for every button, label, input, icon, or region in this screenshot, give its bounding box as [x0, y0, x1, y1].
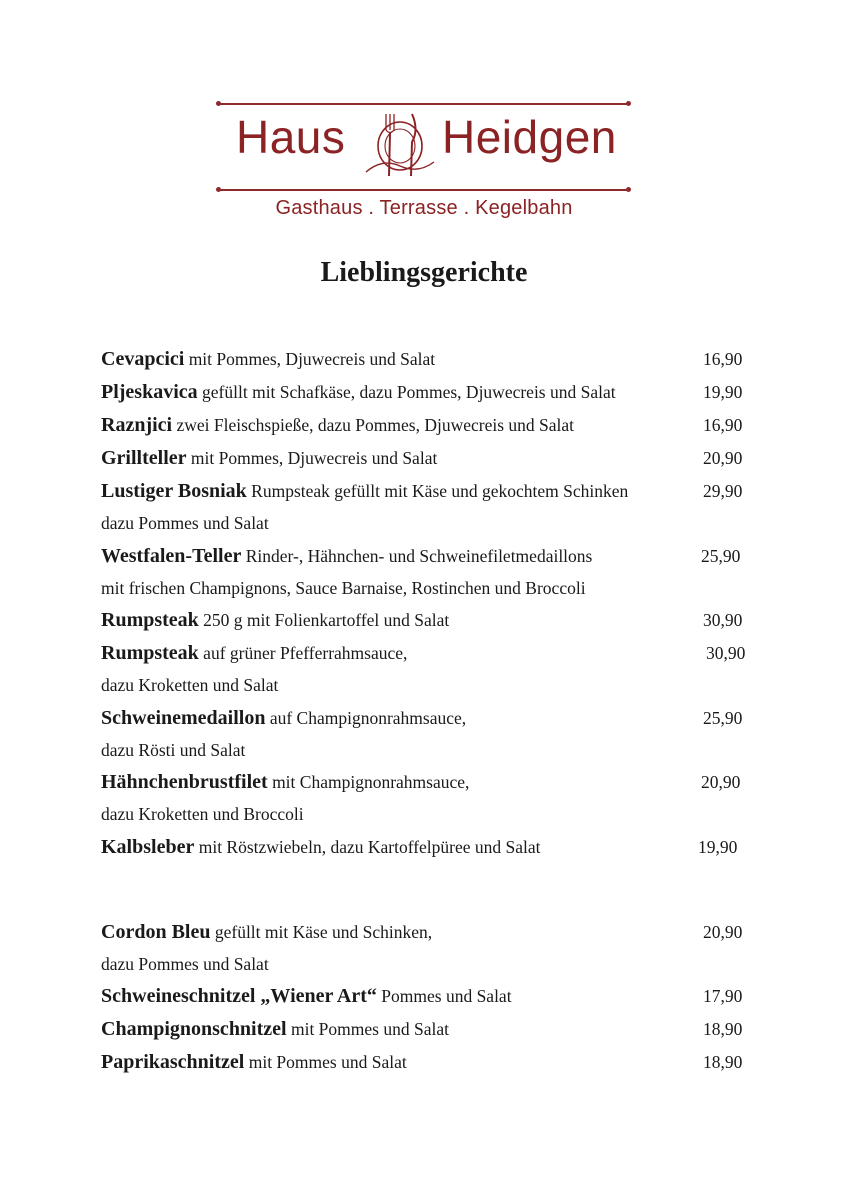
dish-price: 29,90	[703, 481, 743, 501]
dish-description-continued: dazu Rösti und Salat	[101, 739, 246, 760]
dish-description: Rumpsteak gefüllt mit Käse und gekochtem Schinken	[251, 481, 629, 501]
menu-item-line	[101, 442, 761, 475]
menu-group-schnitzel	[101, 916, 761, 1080]
menu-item-line	[101, 475, 761, 508]
dish-description-continued: dazu Kroketten und Broccoli	[101, 804, 304, 824]
logo-word-heidgen: Heidgen	[442, 111, 617, 163]
dish-price: 30,90	[703, 610, 743, 630]
menu-item	[101, 637, 761, 702]
menu-item-line	[101, 702, 761, 735]
dish-name: Champignonschnitzel	[101, 1018, 287, 1040]
dish-description: Rinder-, Hähnchen- und Schweinefiletmedaillons	[245, 545, 593, 566]
dish-name: Rumpsteak	[101, 609, 199, 631]
menu-item	[101, 409, 761, 442]
menu-item	[101, 475, 761, 540]
dish-price: 16,90	[703, 349, 743, 369]
menu-item	[101, 980, 761, 1013]
dish-price: 18,90	[703, 1019, 743, 1039]
menu-item-line	[101, 916, 761, 949]
dish-name: Grillteller	[101, 447, 187, 469]
menu-item	[101, 604, 761, 637]
restaurant-logo	[216, 96, 632, 226]
dish-description: Pommes und Salat	[381, 986, 512, 1006]
dish-name: Cordon Bleu	[101, 920, 211, 943]
dish-description: gefüllt mit Käse und Schinken,	[214, 921, 433, 942]
dish-description: mit Champignonrahmsauce,	[272, 772, 470, 792]
dish-description-continued: dazu Pommes und Salat	[101, 513, 269, 533]
dish-description: auf grüner Pfefferrahmsauce,	[203, 643, 408, 663]
dish-price: 16,90	[703, 415, 743, 435]
dish-description: mit Pommes, Djuwecreis und Salat	[190, 448, 438, 468]
menu-item-line	[101, 831, 761, 864]
menu-group-main	[101, 343, 761, 864]
dish-name: Kalbsleber	[101, 835, 195, 858]
menu-item	[101, 540, 761, 605]
logo-top-rule	[220, 103, 628, 105]
dish-price: 20,90	[701, 772, 741, 792]
dish-description-continued: mit frischen Champignons, Sauce Barnaise, Rostinchen und Broccoli	[101, 577, 586, 598]
dish-description-continued: dazu Pommes und Salat	[101, 953, 269, 974]
logo-bottom-rule	[220, 189, 628, 191]
menu-item-line	[101, 343, 761, 376]
menu-item-line	[101, 1046, 761, 1079]
dish-description: auf Champignonrahmsauce,	[269, 707, 467, 728]
dish-description: mit Röstzwiebeln, dazu Kartoffelpüree und Salat	[198, 836, 541, 857]
dish-price: 25,90	[701, 545, 741, 566]
plate-cutlery-icon	[362, 108, 438, 182]
dish-name: Schweineschnitzel „Wiener Art“	[101, 985, 377, 1007]
dish-price: 18,90	[703, 1052, 743, 1072]
dish-description: mit Pommes und Salat	[290, 1019, 449, 1039]
menu-item-line	[101, 766, 761, 799]
dish-description: zwei Fleischspieße, dazu Pommes, Djuwecreis und Salat	[176, 415, 575, 435]
dish-price: 20,90	[703, 921, 743, 942]
dish-description: 250 g mit Folienkartoffel und Salat	[203, 610, 450, 630]
menu-group-spacer	[101, 864, 761, 916]
dish-name: Cevapcici	[101, 348, 185, 370]
dish-name: Paprikaschnitzel	[101, 1051, 245, 1073]
dish-price: 19,90	[703, 382, 743, 402]
logo-tagline: Gasthaus . Terrasse . Kegelbahn	[275, 197, 573, 219]
menu-item-line	[101, 540, 761, 573]
logo-rule-dot	[216, 187, 221, 192]
dish-name: Pljeskavica	[101, 381, 198, 403]
dish-name: Westfalen-Teller	[101, 544, 242, 567]
dish-name: Hähnchenbrustfilet	[101, 771, 268, 793]
dish-description: gefüllt mit Schafkäse, dazu Pommes, Djuwecreis und Salat	[202, 382, 616, 402]
menu-item	[101, 1046, 761, 1079]
logo-word-haus: Haus	[236, 111, 346, 163]
dish-name: Rumpsteak	[101, 642, 199, 664]
dish-description: mit Pommes, Djuwecreis und Salat	[188, 349, 436, 369]
logo-rule-dot	[216, 101, 221, 106]
logo-rule-dot	[626, 101, 631, 106]
menu-item	[101, 343, 761, 376]
dish-price: 25,90	[703, 707, 743, 728]
menu-item-line	[101, 980, 761, 1013]
dish-description: mit Pommes und Salat	[248, 1052, 407, 1072]
dish-price: 19,90	[698, 836, 738, 857]
dish-name: Raznjici	[101, 414, 173, 436]
menu-item-line	[101, 409, 761, 442]
menu-item	[101, 376, 761, 409]
menu-item-line	[101, 604, 761, 637]
menu-item	[101, 442, 761, 475]
menu-list	[101, 343, 761, 1079]
dish-description-continued: dazu Kroketten und Salat	[101, 675, 279, 695]
dish-name: Schweinemedaillon	[101, 706, 266, 729]
dish-price: 30,90	[706, 643, 746, 663]
page-title: Lieblingsgerichte	[320, 257, 528, 288]
logo-rule-dot	[626, 187, 631, 192]
dish-price: 17,90	[703, 986, 743, 1006]
menu-item	[101, 831, 761, 864]
menu-item-line	[101, 637, 761, 670]
menu-item	[101, 916, 761, 981]
menu-item	[101, 702, 761, 767]
menu-item	[101, 1013, 761, 1046]
menu-item-line	[101, 376, 761, 409]
menu-item	[101, 766, 761, 831]
menu-item-line	[101, 1013, 761, 1046]
dish-name: Lustiger Bosniak	[101, 480, 247, 502]
dish-price: 20,90	[703, 448, 743, 468]
